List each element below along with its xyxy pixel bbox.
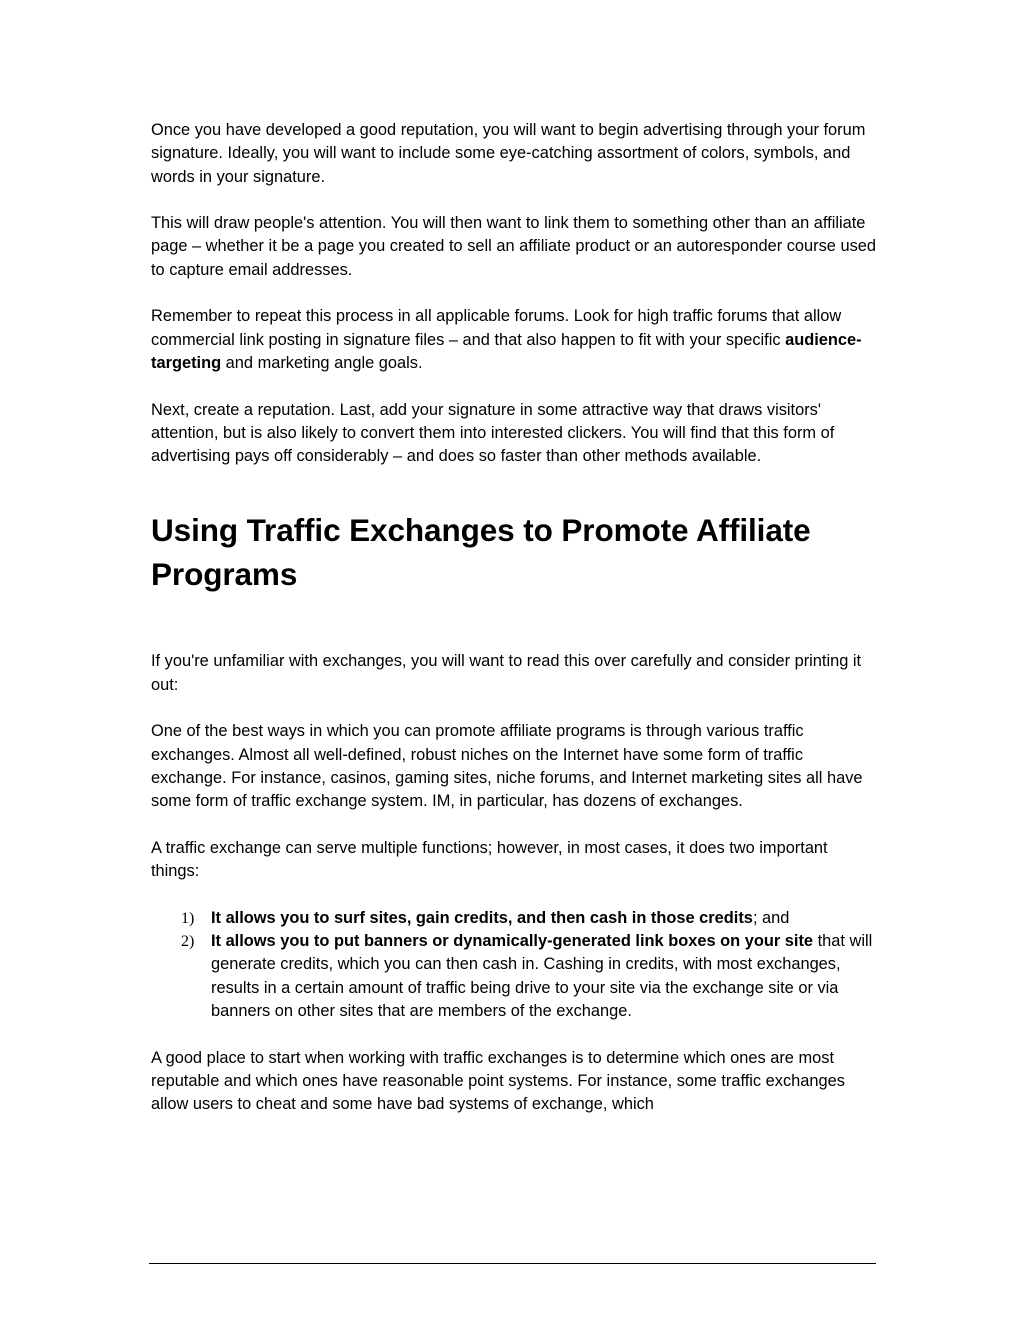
- section-heading-wrap: [151, 508, 876, 596]
- footer-rule: [149, 1263, 876, 1264]
- paragraph-multiple-functions: A traffic exchange can serve multiple functions; however, in most cases, it does two important things:: [151, 838, 828, 881]
- bold-term-audience-targeting: audience-targeting: [151, 330, 862, 372]
- list-number: 2): [181, 933, 195, 951]
- section-heading: Using Traffic Exchanges to Promote Affiliate Programs: [151, 512, 811, 593]
- paragraph-good-place: A good place to start when working with traffic exchanges is to determine which ones are most reputable and which ones have reasonable point systems. For instance, some traffic exchanges allow users to cheat and some have bad systems of exchange, which: [151, 1048, 845, 1114]
- list-item-text: that will generate credits, which you can then cash in. Cashing in credits, with most exchanges, results in a certain amount of traffic being drive to your site via the exchange site or via banners on other sites that are members of the exchange.: [211, 932, 873, 1020]
- list-item: [151, 907, 876, 930]
- list-item-bold: It allows you to surf sites, gain credits, and then cash in those credits: [211, 908, 753, 927]
- paragraph-create-reputation: Next, create a reputation. Last, add your signature in some attractive way that draws visitors' attention, but is also likely to convert them into interested clickers. You will find that this form of advertising pays off considerably – and does so faster than other methods available.: [151, 400, 835, 466]
- list-number: 1): [181, 909, 195, 927]
- paragraph-draw-attention: This will draw people's attention. You will then want to link them to something other than an affiliate page – whether it be a page you created to sell an affiliate product or an autoresponder course used to capture email addresses.: [151, 214, 877, 279]
- paragraph-best-ways: One of the best ways in which you can promote affiliate programs is through various traffic exchanges. Almost all well-defined, robust niches on the Internet have some form of traffic exchange. For instance, casinos, gaming sites, niche forums, and Internet marketing sites all have some form of traffic exchange system. IM, in particular, has dozens of exchanges.: [151, 722, 863, 811]
- document-page: [151, 119, 876, 1116]
- list-item-bold: It allows you to put banners or dynamically-generated link boxes on your site: [211, 932, 814, 951]
- paragraph-unfamiliar: If you're unfamiliar with exchanges, you will want to read this over carefully and consider printing it out:: [151, 652, 862, 694]
- paragraph-text: and marketing angle goals.: [221, 353, 423, 372]
- paragraph-text: Remember to repeat this process in all applicable forums. Look for high traffic forums that allow commercial link posting in signature files – and that also happen to fit with your specific: [151, 307, 842, 349]
- numbered-list: [151, 907, 876, 1023]
- list-item-text: ; and: [752, 908, 790, 927]
- paragraph-forum-signature: Once you have developed a good reputation, you will want to begin advertising through your forum signature. Ideally, you will want to include some eye-catching assortment of colors, symbols, and words in your signature.: [151, 121, 866, 186]
- paragraph-repeat-process: [151, 305, 876, 375]
- list-item: [151, 930, 876, 1023]
